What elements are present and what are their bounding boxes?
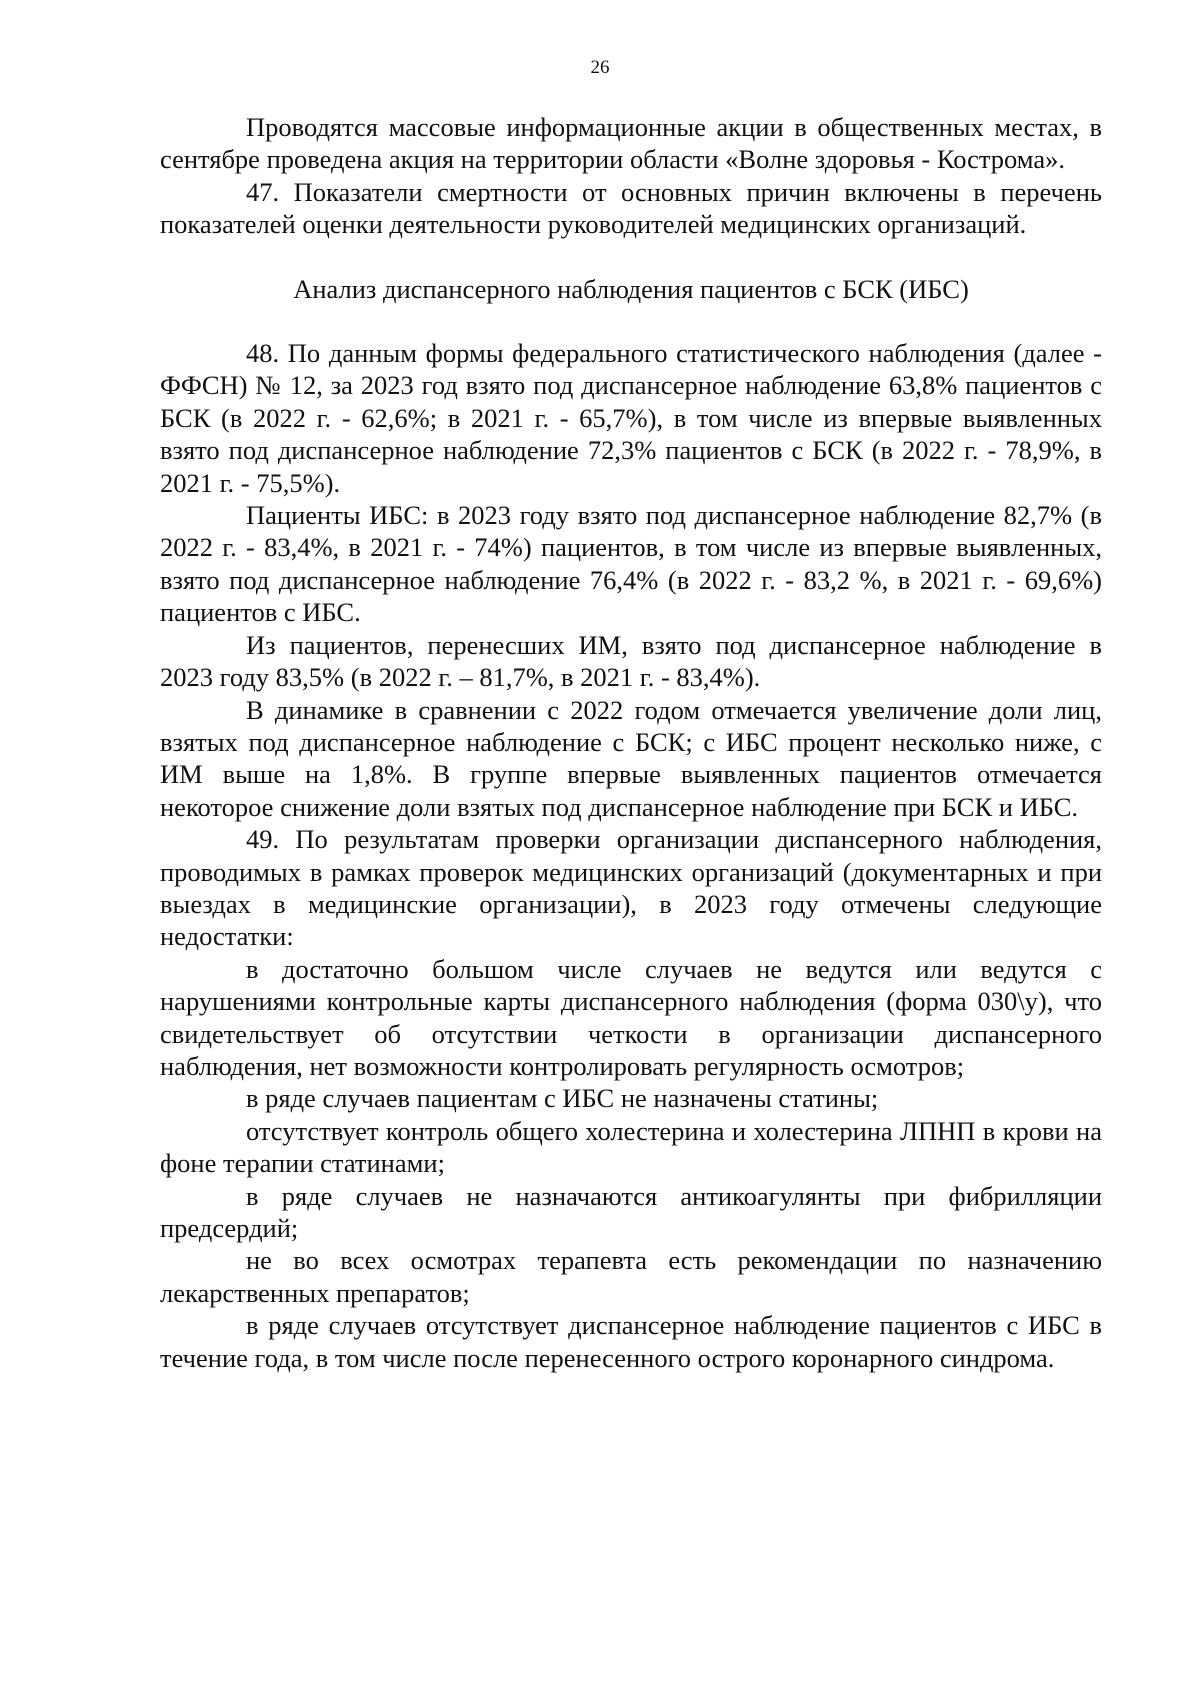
section-heading: Анализ диспансерного наблюдения пациентов с БСК (ИБС): [293, 273, 969, 304]
page-number: 26: [590, 57, 610, 78]
paragraph-47: 47. Показатели смертности от основных причин включены в перечень показателей оценки деятельности руководителей медицинских организаций.: [160, 176, 1102, 240]
paragraph-mi-patients: Из пациентов, перенесших ИМ, взято под диспансерное наблюдение в 2023 году 83,5% (в 2022 г. – 81,7%, в 2021 г. - 83,4%).: [160, 629, 1102, 693]
paragraph-ibs-patients: Пациенты ИБС: в 2023 году взято под диспансерное наблюдение 82,7% (в 2022 г. - 83,4%, в 2021 г. - 74%) пациентов, в том числе из впервые выявленных, взято под диспансерное наблюдение 76,4% (в 2022 г. - 83,2 %, в 2021 г. - 69,6%) пациентов с ИБС.: [160, 500, 1102, 628]
list-item-cholesterol: отсутствует контроль общего холестерина и холестерина ЛПНП в крови на фоне терапии статинами;: [160, 1115, 1102, 1179]
list-item-follow-up: в ряде случаев отсутствует диспансерное наблюдение пациентов с ИБС в течение года, в том числе после перенесенного острого коронарного синдрома.: [160, 1310, 1102, 1373]
list-item-statins: в ряде случаев пациентам с ИБС не назначены статины;: [246, 1083, 879, 1114]
paragraph-dynamics: В динамике в сравнении с 2022 годом отмечается увеличение доли лиц, взятых под диспансерное наблюдение с БСК; с ИБС процент несколько ниже, с ИМ выше на 1,8%. В группе впервые выявленных пациентов отмечается некоторое снижение доли взятых под диспансерное наблюдение при БСК и ИБС.: [160, 694, 1102, 822]
list-item-control-cards: в достаточно большом числе случаев не ведутся или ведутся с нарушениями контрольные карты диспансерного наблюдения (форма 030\у), что свидетельствует об отсутствии четкости в организации диспансерного наблюдения, нет возможности контролировать регулярность осмотров;: [160, 953, 1102, 1081]
list-item-anticoagulants: в ряде случаев не назначаются антикоагулянты при фибрилляции предсердий;: [160, 1180, 1102, 1243]
list-item-recommendations: не во всех осмотрах терапевта есть рекомендации по назначению лекарственных препаратов;: [160, 1245, 1102, 1308]
paragraph-info-campaigns: Проводятся массовые информационные акции в общественных местах, в сентябре проведена акция на территории области «Волне здоровья - Кострома».: [160, 112, 1102, 175]
paragraph-48: 48. По данным формы федерального статистического наблюдения (далее - ФФСН) № 12, за 2023 год взято под диспансерное наблюдение 63,8% пациентов с БСК (в 2022 г. - 62,6%; в 2021 г. - 65,7%), в том числе из впервые выявленных взято под диспансерное наблюдение 72,3% пациентов с БСК (в 2022 г. - 78,9%, в 2021 г. - 75,5%).: [160, 338, 1102, 498]
document-body: [160, 111, 1102, 1374]
paragraph-49: 49. По результатам проверки организации диспансерного наблюдения, проводимых в рамках проверок медицинских организаций (документарных и при выездах в медицинские организации), в 2023 году отмечены следующие недостатки:: [160, 824, 1102, 952]
